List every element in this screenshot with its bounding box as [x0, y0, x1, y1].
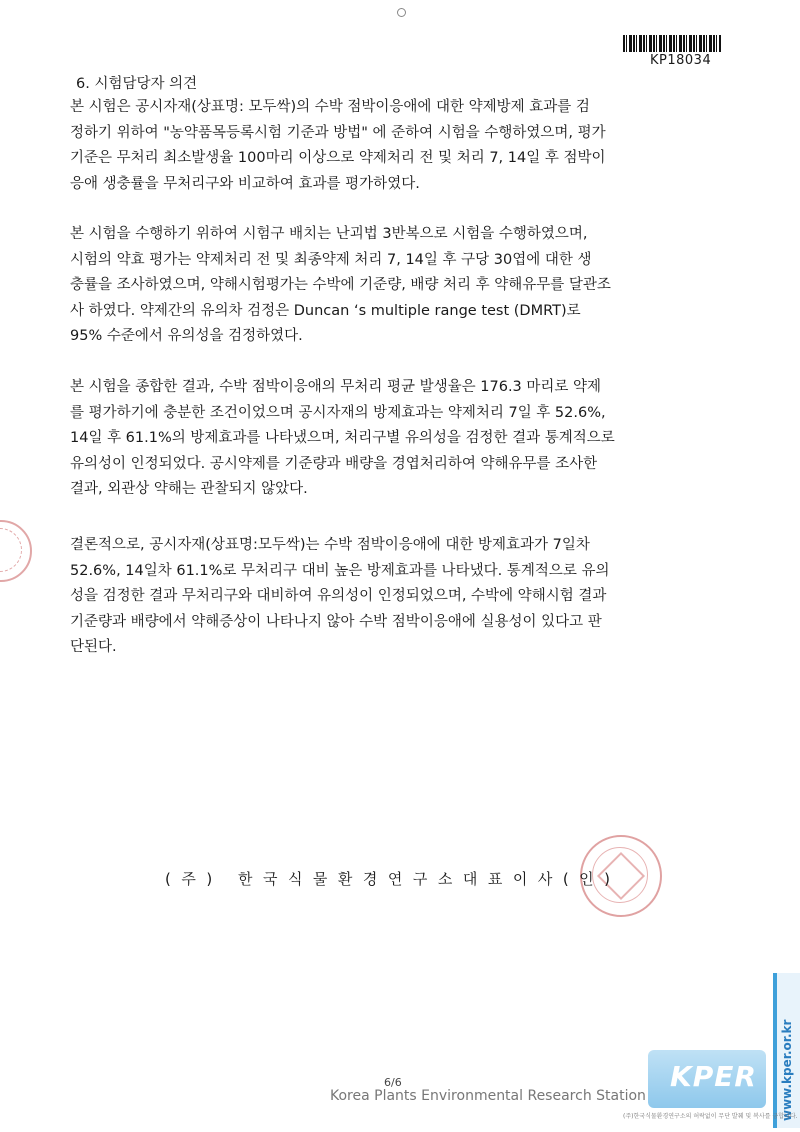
page-number: 6/6: [384, 1076, 402, 1089]
punch-hole-mark: [397, 8, 406, 17]
copyright-notice: (주)한국식물환경연구소의 허락없이 무단 발췌 및 복사를 금합니다.: [623, 1113, 798, 1120]
barcode: [623, 35, 721, 52]
partial-seal-stamp: [0, 520, 32, 582]
paragraph-line: 사 하였다. 약제간의 유의차 검정은 Duncan ‘s multiple range test (DMRT)로: [70, 302, 581, 319]
website-side-tab: [773, 973, 800, 1128]
paragraph-line: 를 평가하기에 충분한 조건이었으며 공시자재의 방제효과는 약제처리 7일 후 52.6%,: [70, 404, 606, 421]
paragraph-design: [70, 222, 730, 350]
paragraph-line: 결과, 외관상 약해는 관찰되지 않았다.: [70, 481, 308, 497]
logo-text: KPER: [670, 1060, 757, 1093]
document-code: KP18034: [650, 53, 712, 68]
paragraph-line: 본 시험을 종합한 결과, 수박 점박이응애의 무처리 평균 발생율은 176.3 마리로 약제: [70, 379, 602, 395]
paragraph-line: 충률을 조사하였으며, 약해시험평가는 수박에 기준량, 배량 처리 후 약해유무를 달관조: [70, 277, 611, 293]
paragraph-line: 유의성이 인정되었다. 공시약제를 기준량과 배량을 경엽처리하여 약해유무를 조사한: [70, 455, 598, 472]
paragraph-conclusion: [70, 533, 730, 661]
signature-line: (주) 한국식물환경연구소대표이사(인): [165, 870, 621, 888]
paragraph-line: 14일 후 61.1%의 방제효과를 나타냈으며, 처리구별 유의성을 검정한 결과 통계적으로: [70, 430, 615, 446]
paragraph-line: 시험의 약효 평가는 약제처리 전 및 최종약제 처리 7, 14일 후 구당 30엽에 대한 생: [70, 251, 592, 268]
paragraph-line: 기준은 무처리 최소발생율 100마리 이상으로 약제처리 전 및 처리 7, 14일 후 점박이: [70, 150, 606, 166]
paragraph-line: 본 시험은 공시자재(상표명: 모두싹)의 수박 점박이응애에 대한 약제방제 효과를 검: [70, 99, 590, 115]
kper-logo: [648, 1050, 766, 1108]
paragraph-line: 성을 검정한 결과 무처리구와 대비하여 유의성이 인정되었으며, 수박에 약해시험 결과: [70, 588, 607, 604]
paragraph-line: 응애 생충률을 무처리구와 비교하여 효과를 평가하였다.: [70, 175, 420, 192]
paragraph-line: 95% 수준에서 유의성을 검정하였다.: [70, 328, 303, 344]
station-name: Korea Plants Environmental Research Station: [330, 1088, 646, 1104]
paragraph-line: 단된다.: [70, 639, 117, 655]
section-title: 6. 시험담당자 의견: [76, 76, 198, 92]
paragraph-line: 결론적으로, 공시자재(상표명:모두싹)는 수박 점박이응애에 대한 방제효과가 7일차: [70, 537, 590, 553]
paragraph-method: [70, 95, 730, 197]
paragraph-line: 52.6%, 14일차 61.1%로 무처리구 대비 높은 방제효과를 나타냈다. 통계적으로 유의: [70, 562, 610, 579]
paragraph-results: [70, 375, 730, 503]
paragraph-line: 기준량과 배량에서 약해증상이 나타나지 않아 수박 점박이응애에 실용성이 있다고 판: [70, 613, 602, 630]
paragraph-line: 정하기 위하여 "농약품목등록시험 기준과 방법" 에 준하여 시험을 수행하였으며, 평가: [70, 124, 606, 141]
paragraph-line: 본 시험을 수행하기 위하여 시험구 배치는 난괴법 3반복으로 시험을 수행하였으며,: [70, 226, 588, 242]
website-url: www.kper.or.kr: [780, 1019, 794, 1121]
